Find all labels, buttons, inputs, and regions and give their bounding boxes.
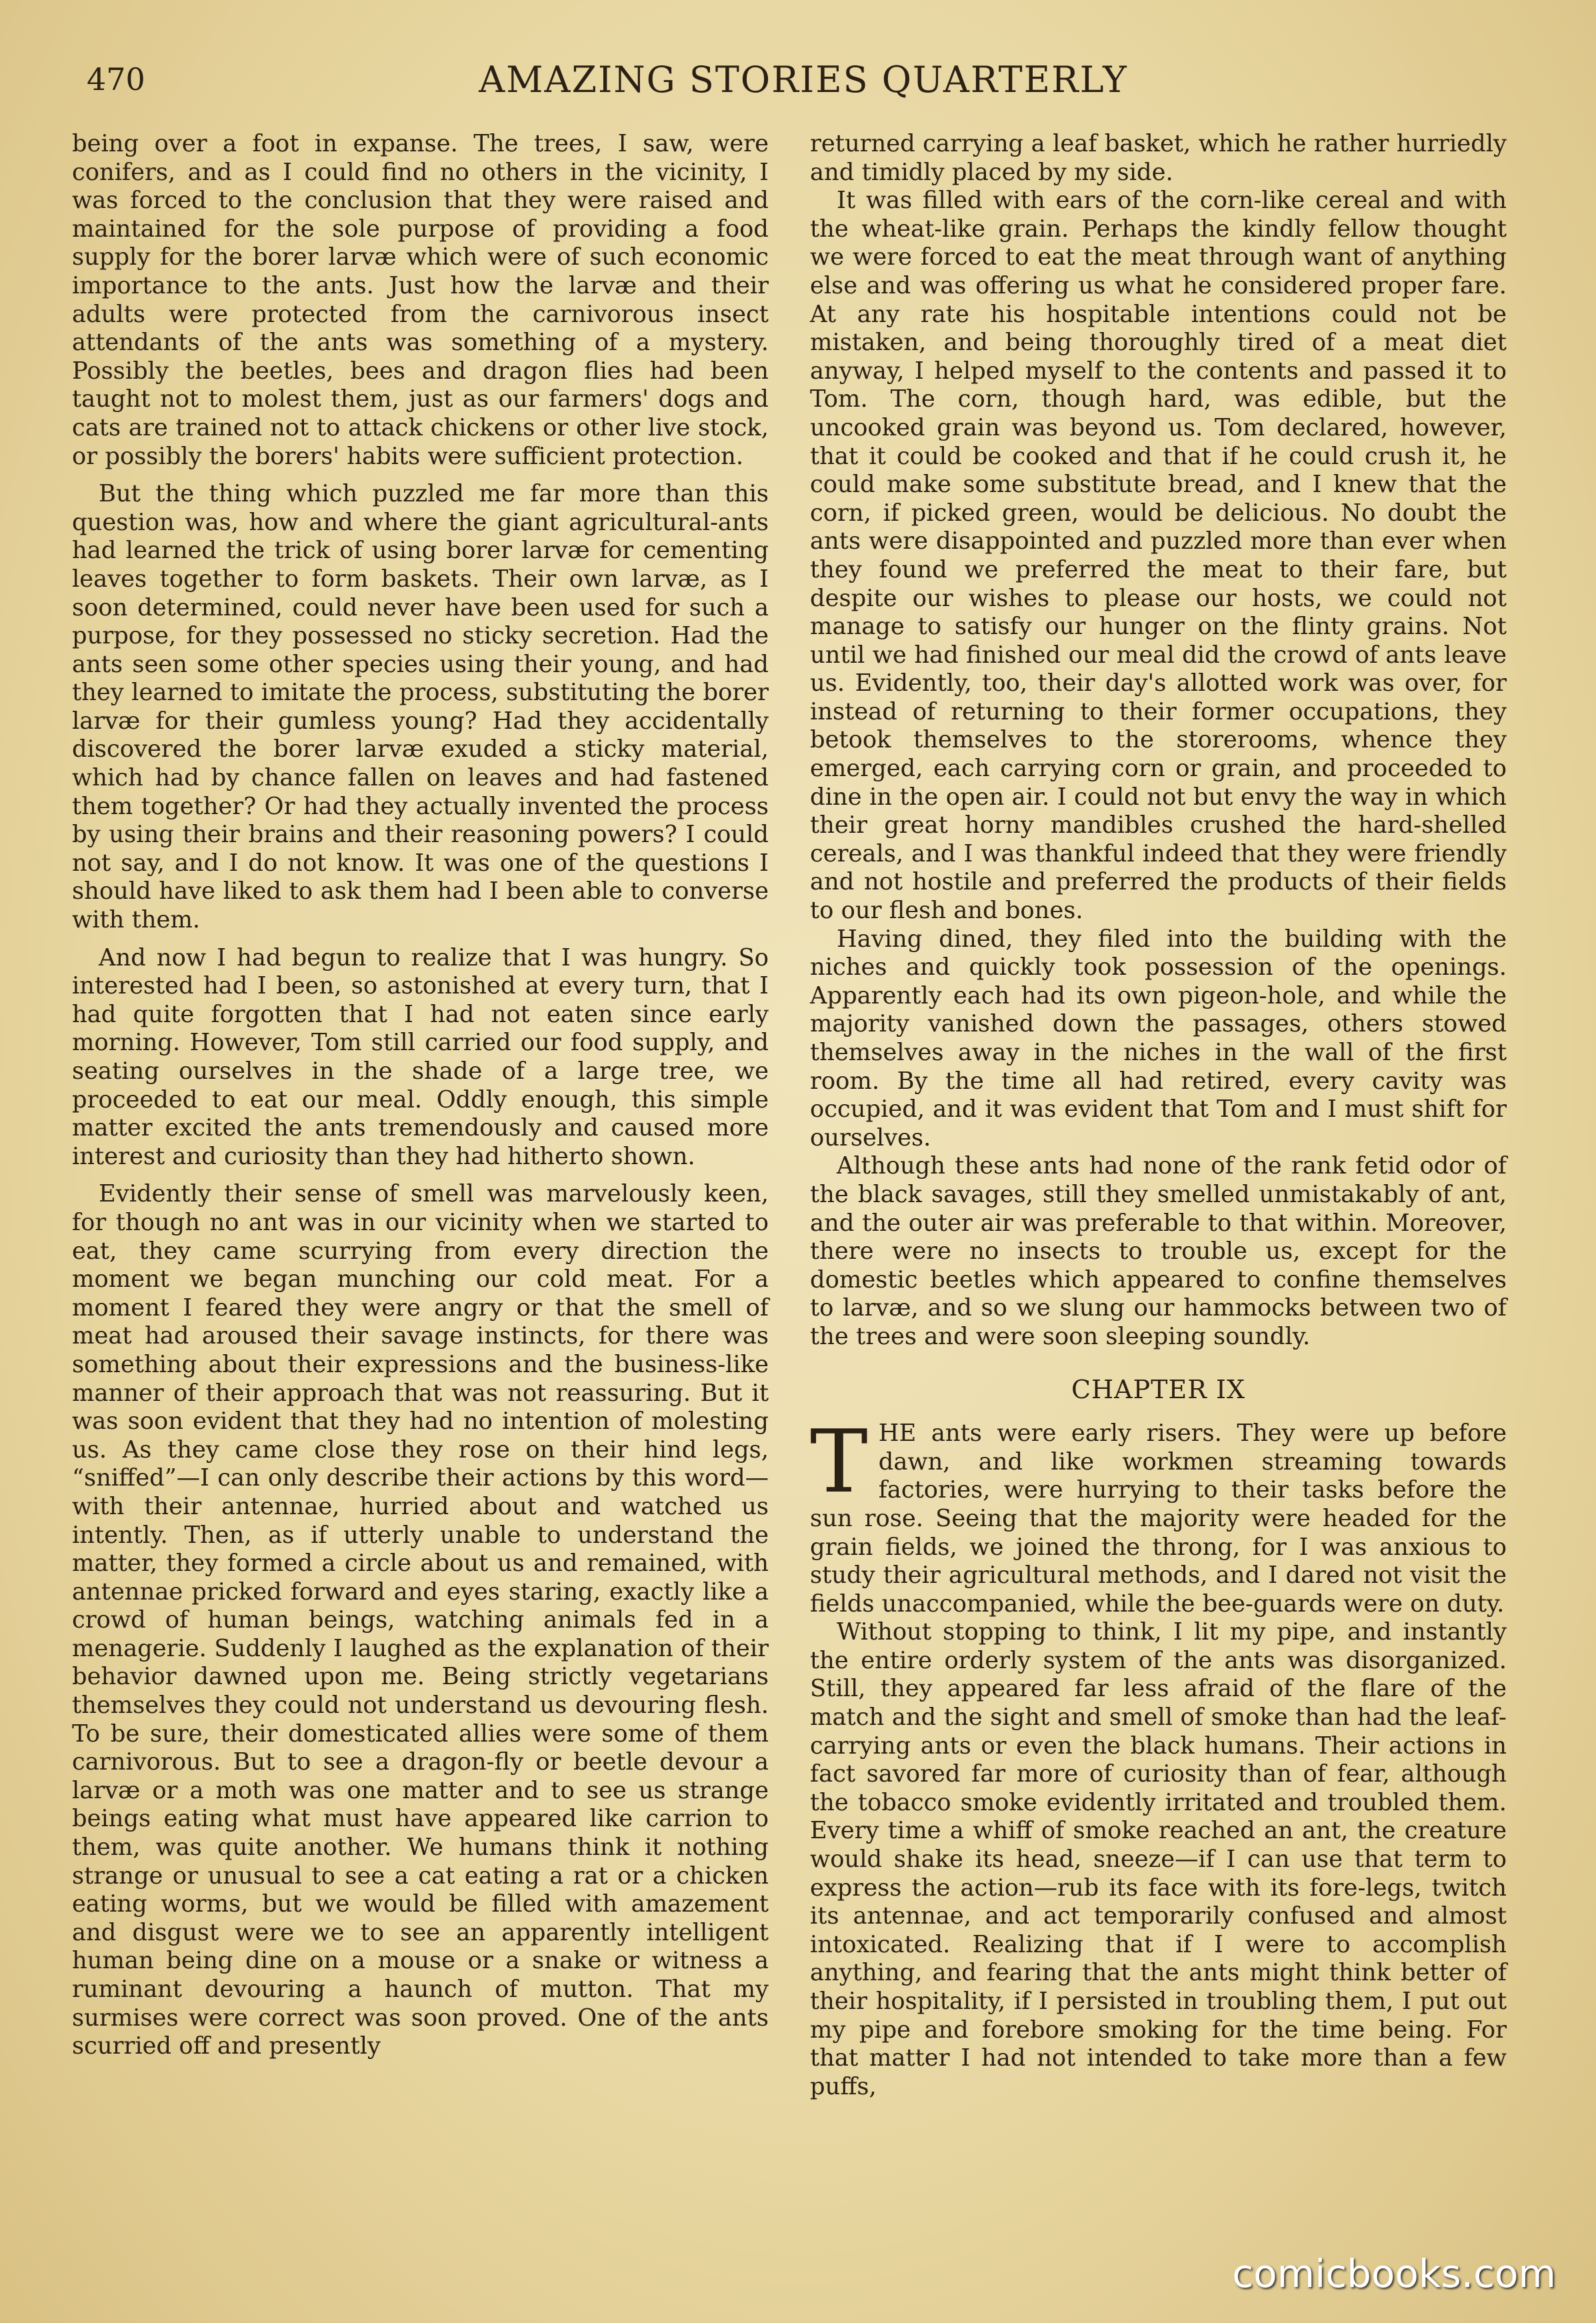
right-column bbox=[810, 130, 1507, 2101]
chapter-title: CHAPTER IX bbox=[1071, 1374, 1246, 1404]
paragraph: It was filled with ears of the corn-like cereal and with the wheat-like grain. Perhaps the kindly fellow thought we were forced to eat the meat through want of anything else and was offering us what he considered proper fare. At any rate his hospitable intentions could not be mistaken, and being thoroughly tired of a meat diet anyway, I helped myself to the contents and passed it to Tom. The corn, though hard, was edible, but the uncooked grain was beyond us. Tom declared, however, that it could be cooked and that if he could crush it, he could make some substitute bread, and I knew that the corn, if picked green, would be delicious. No doubt the ants were disappointed and puzzled more than ever when they found we preferred the meat to their fare, but despite our wishes to please our hosts, we could not manage to satisfy our hunger on the flinty grains. Not until we had finished our meal did the crowd of ants leave us. Evidently, too, their day's allotted work was over, for instead of returning to their former occupations, they betook themselves to the storerooms, whence they emerged, each carrying corn or grain, and proceeded to dine in the open air. I could not but envy the way in which their great horny mandibles crushed the hard-shelled cereals, and I was thankful indeed that they were friendly and not hostile and preferred the products of their fields to our flesh and bones. bbox=[810, 187, 1507, 925]
paragraph: And now I had begun to realize that I was hungry. So interested had I been, so astonished at every turn, that I had quite forgotten that I had not eaten since early morning. However, Tom still carried our food supply, and seating ourselves in the shade of a large tree, we proceeded to eat our meal. Oddly enough, this simple matter excited the ants tremendously and caused more interest and curiosity than they had hitherto shown. bbox=[72, 943, 769, 1170]
paragraph: But the thing which puzzled me far more than this question was, how and where the giant agricultural-ants had learned the trick of using borer larvæ for cementing leaves together to form baskets. Their own larvæ, as I soon determined, could never have been used for such a purpose, for they possessed no sticky secretion. Had the ants seen some other species using their young, and had they learned to imitate the process, substituting the borer larvæ for their gumless young? Had they accidentally discovered the borer larvæ exuded a sticky material, which had by chance fallen on leaves and had fastened them together? Or had they actually invented the process by using their brains and their reasoning powers? I could not say, and I do not know. It was one of the questions I should have liked to ask them had I been able to converse with them. bbox=[72, 480, 769, 934]
paragraph: Having dined, they filed into the building with the niches and quickly took possession of the openings. Apparently each had its own pigeon-hole, and while the majority vanished down the passages, others stowed themselves away in the niches in the wall of the first room. By the time all had retired, every cavity was occupied, and it was evident that Tom and I must shift for ourselves. bbox=[810, 925, 1507, 1151]
paragraph: returned carrying a leaf basket, which he rather hurriedly and timidly placed by my side. bbox=[810, 130, 1507, 186]
paragraph: Without stopping to think, I lit my pipe, and instantly the entire orderly system of the ants was disorganized. Still, they appeared far less afraid of the flare of the match and the sight and smell of smoke than had the leaf-carrying ants or even the black humans. Their actions in fact savored far more of curiosity than of fear, although the tobacco smoke evidently irritated and troubled them. Every time a whiff of smoke reached an ant, the creature would shake its head, sneeze—if I can use that term to express the action—rub its face with its fore-legs, twitch its antennae, and act temporarily confused and almost intoxicated. Realizing that if I were to accomplish anything, and fearing that the ants might think better of their hospitality, if I persisted in troubling them, I put out my pipe and forebore smoking for the time being. For that matter I had not intended to take more than a few puffs, bbox=[810, 1618, 1507, 2100]
page-number: 470 bbox=[87, 61, 145, 97]
left-column bbox=[72, 130, 769, 2061]
paragraph: being over a foot in expanse. The trees, I saw, were conifers, and as I could find no others in the vicinity, I was forced to the conclusion that they were raised and maintained for the sole purpose of providing a food supply for the borer larvæ which were of such economic importance to the ants. Just how the larvæ and their adults were protected from the carnivorous insect attendants of the ants was something of a mystery. Possibly the beetles, bees and dragon flies had been taught not to molest them, just as our farmers' dogs and cats are trained not to attack chickens or other live stock, or possibly the borers' habits were sufficient protection. bbox=[72, 130, 769, 470]
running-title: AMAZING STORIES QUARTERLY bbox=[479, 59, 1128, 101]
drop-cap: T bbox=[810, 1411, 868, 1513]
chapter-opening-text: HE ants were early risers. They were up before dawn, and like workmen streaming towards factories, were hurrying to their tasks before the sun rose. Seeing that the majority were headed for the grain fields, we joined the throng, for I was anxious to study their agricultural methods, and I dared not visit the fields unaccompanied, while the bee-guards were on duty. bbox=[810, 1420, 1507, 1618]
chapter-opening-paragraph bbox=[810, 1411, 1507, 1618]
page-header bbox=[87, 53, 1520, 113]
site-watermark: comicbooks.com bbox=[1232, 2251, 1556, 2296]
paragraph: Evidently their sense of smell was marvelously keen, for though no ant was in our vicinity when we started to eat, they came scurrying from every direction the moment we began munching our cold meat. For a moment I feared they were angry or that the smell of meat had aroused their savage instincts, for there was something about their expressions and the business-like manner of their approach that was not reassuring. But it was soon evident that they had no intention of molesting us. As they came close they rose on their hind legs, “sniffed”—I can only describe their actions by this word—with their antennae, hurried about and watched us intently. Then, as if utterly unable to understand the matter, they formed a circle about us and remained, with antennae pricked forward and eyes staring, exactly like a crowd of human beings, watching animals fed in a menagerie. Suddenly I laughed as the explanation of their behavior dawned upon me. Being strictly vegetarians themselves they could not understand us devouring flesh. To be sure, their domesticated allies were some of them carnivorous. But to see a dragon-fly or beetle devour a larvæ or a moth was one matter and to see us strange beings eating what must have appeared like carrion to them, was quite another. We humans think it nothing strange or unusual to see a cat eating a rat or a chicken eating worms, but we would be filled with amazement and disgust were we to see an apparently intelligent human being dine on a mouse or a snake or witness a ruminant devouring a haunch of mutton. That my surmises were correct was soon proved. One of the ants scurried off and presently bbox=[72, 1180, 769, 2060]
paragraph: Although these ants had none of the rank fetid odor of the black savages, still they smelled unmistakably of ant, and the outer air was preferable to that within. Moreover, there were no insects to trouble us, except for the domestic beetles which appeared to confine themselves to larvæ, and so we slung our hammocks between two of the trees and were soon sleeping soundly. bbox=[810, 1152, 1507, 1350]
